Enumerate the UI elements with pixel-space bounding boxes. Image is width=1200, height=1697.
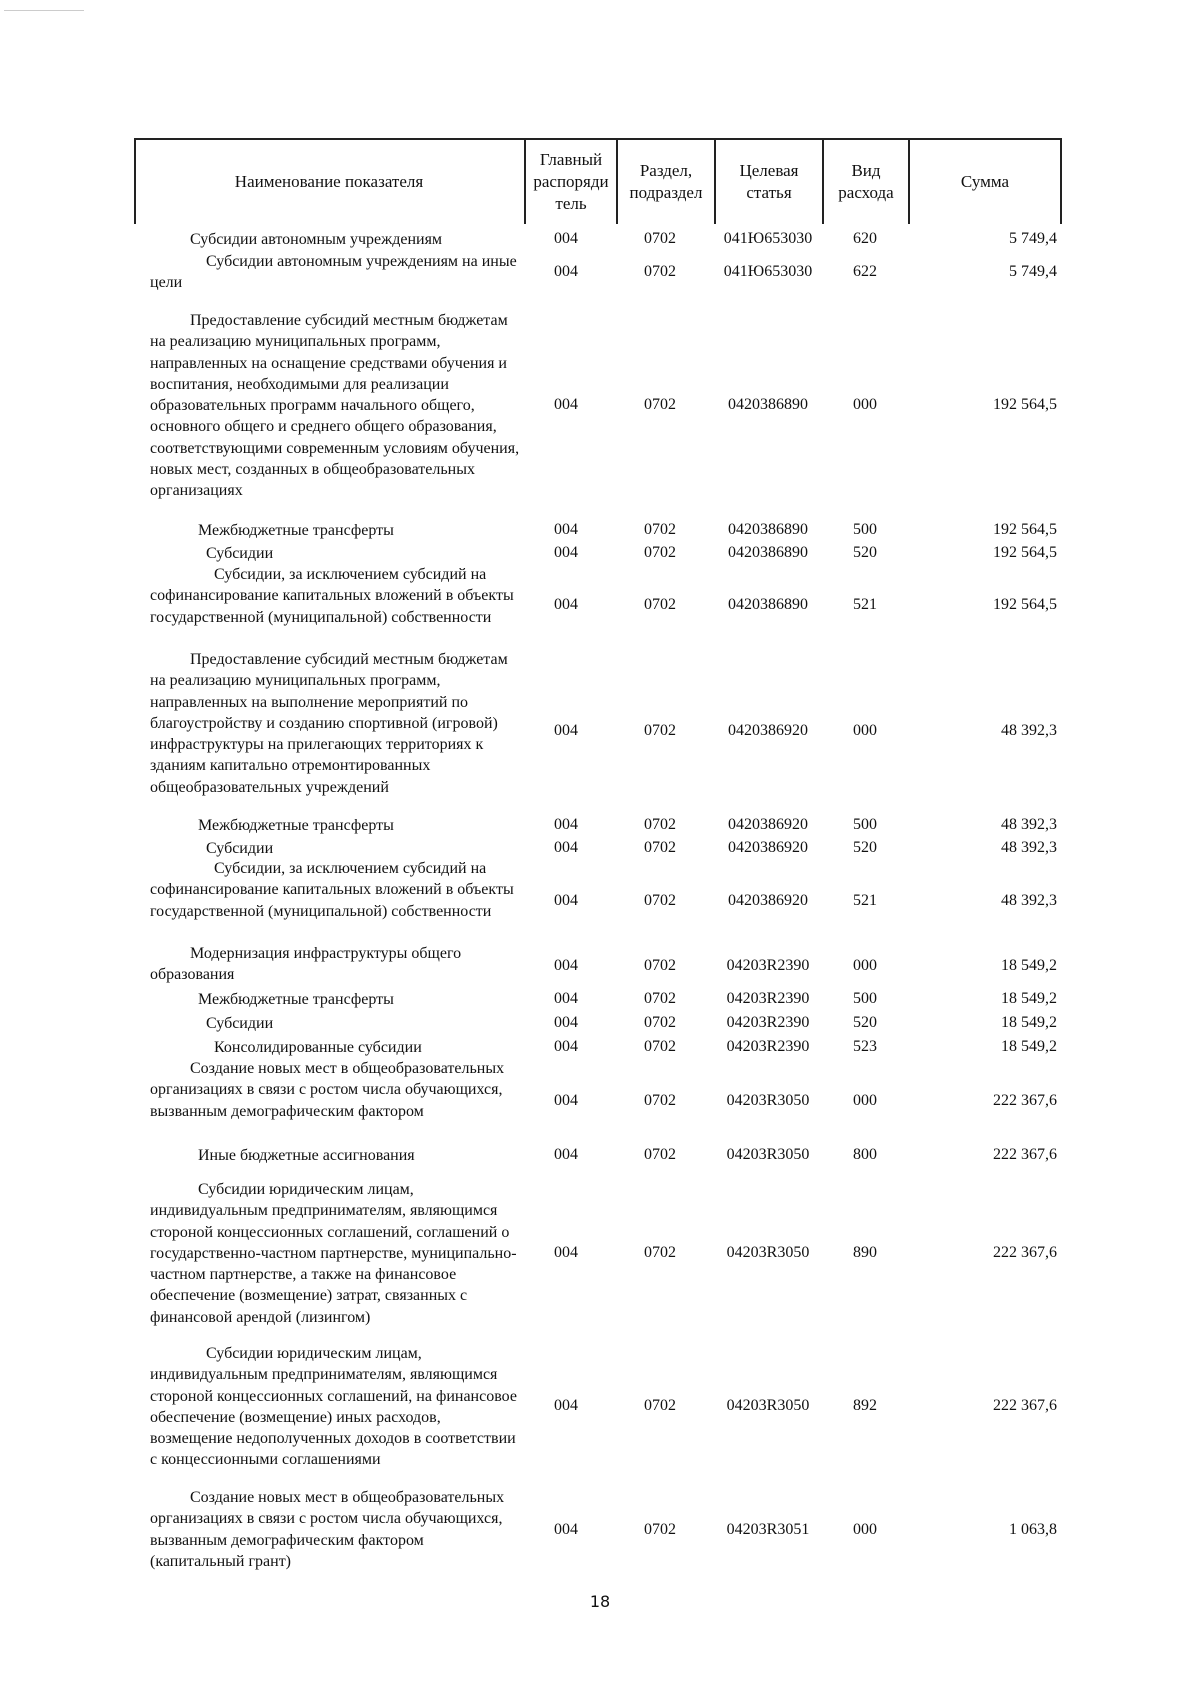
row-celevaya: 04203R3050 <box>726 1397 810 1414</box>
row-glavny: 004 <box>554 596 578 613</box>
row-vid: 000 <box>853 722 877 739</box>
row-glavny: 004 <box>554 839 578 856</box>
header-glavny: Главный распоряди тель <box>533 150 609 213</box>
row-vid: 500 <box>853 521 877 538</box>
row-razdel: 0702 <box>644 263 676 280</box>
row-celevaya: 0420386920 <box>728 892 808 909</box>
row-name: Межбюджетные трансферты <box>198 991 394 1008</box>
row-glavny: 004 <box>554 1092 578 1109</box>
row-glavny: 004 <box>554 544 578 561</box>
row-vid: 000 <box>853 957 877 974</box>
row-glavny: 004 <box>554 1038 578 1055</box>
row-glavny: 004 <box>554 892 578 909</box>
row-celevaya: 04203R2390 <box>726 1038 810 1055</box>
row-glavny: 004 <box>554 816 578 833</box>
row-summa: 18 549,2 <box>1001 1014 1057 1031</box>
row-celevaya: 0420386890 <box>728 521 808 538</box>
scan-artifact <box>4 10 84 11</box>
row-summa: 222 367,6 <box>993 1244 1057 1261</box>
row-summa: 5 749,4 <box>1009 230 1057 247</box>
header-name: Наименование показателя <box>234 172 424 191</box>
row-name: Консолидированные субсидии <box>214 1039 422 1056</box>
row-vid: 620 <box>853 230 877 247</box>
row-razdel: 0702 <box>644 544 676 561</box>
row-celevaya: 04203R2390 <box>726 990 810 1007</box>
row-vid: 000 <box>853 396 877 413</box>
row-razdel: 0702 <box>644 1014 676 1031</box>
row-summa: 192 564,5 <box>993 544 1057 561</box>
row-razdel: 0702 <box>644 1146 676 1163</box>
row-vid: 500 <box>853 816 877 833</box>
row-vid: 500 <box>853 990 877 1007</box>
row-name: Межбюджетные трансферты <box>198 522 394 539</box>
row-glavny: 004 <box>554 1244 578 1261</box>
row-summa: 5 749,4 <box>1009 263 1057 280</box>
row-summa: 18 549,2 <box>1001 1038 1057 1055</box>
row-razdel: 0702 <box>644 839 676 856</box>
row-celevaya: 04203R3050 <box>726 1244 810 1261</box>
row-vid: 520 <box>853 1014 877 1031</box>
row-razdel: 0702 <box>644 1397 676 1414</box>
row-summa: 192 564,5 <box>993 521 1057 538</box>
row-summa: 18 549,2 <box>1001 990 1057 1007</box>
row-celevaya: 04203R3050 <box>726 1146 810 1163</box>
row-glavny: 004 <box>554 1014 578 1031</box>
row-name: Субсидии <box>206 840 274 857</box>
row-vid: 892 <box>853 1397 877 1414</box>
row-summa: 48 392,3 <box>1001 816 1057 833</box>
header-border-right <box>1060 140 1062 224</box>
row-name: Субсидии <box>206 1015 274 1032</box>
table-header <box>134 138 1062 224</box>
row-glavny: 004 <box>554 263 578 280</box>
row-glavny: 004 <box>554 1397 578 1414</box>
row-vid: 000 <box>853 1521 877 1538</box>
row-vid: 890 <box>853 1244 877 1261</box>
row-glavny: 004 <box>554 396 578 413</box>
row-razdel: 0702 <box>644 892 676 909</box>
row-glavny: 004 <box>554 722 578 739</box>
row-celevaya: 04203R3050 <box>726 1092 810 1109</box>
row-name: Субсидии, за исключением субсидий на софинансирование капитальных вложений в объекты государственной (муниципальной) собственности <box>150 860 514 920</box>
row-vid: 622 <box>853 263 877 280</box>
header-summa: Сумма <box>960 172 1010 191</box>
row-celevaya: 0420386920 <box>728 816 808 833</box>
row-summa: 48 392,3 <box>1001 892 1057 909</box>
row-razdel: 0702 <box>644 816 676 833</box>
row-summa: 192 564,5 <box>993 596 1057 613</box>
row-name: Субсидии, за исключением субсидий на софинансирование капитальных вложений в объекты государственной (муниципальной) собственности <box>150 566 514 626</box>
row-vid: 523 <box>853 1038 877 1055</box>
row-vid: 800 <box>853 1146 877 1163</box>
row-razdel: 0702 <box>644 990 676 1007</box>
row-glavny: 004 <box>554 521 578 538</box>
row-celevaya: 04203R2390 <box>726 1014 810 1031</box>
row-name: Предоставление субсидий местным бюджетам на реализацию муниципальных программ, направленных на выполнение мероприятий по благоустройству и созданию спортивной (игровой) инфраструктуры на прилегающих территориях к зданиям капитально отремонтированных общеобразовательных учреждений <box>150 651 508 796</box>
row-name: Субсидии юридическим лицам, индивидуальным предпринимателям, являющимся стороной концессионных соглашений, соглашений о государственно-частном партнерстве, муниципально-частном партнерстве, а также на финансовое обеспечение (возмещение) затрат, связанных с финансовой арендой (лизингом) <box>150 1181 517 1326</box>
row-summa: 222 367,6 <box>993 1397 1057 1414</box>
row-name: Межбюджетные трансферты <box>198 817 394 834</box>
row-name: Субсидии юридическим лицам, индивидуальным предпринимателям, являющимся стороной концессионных соглашений, на финансовое обеспечение (возмещение) иных расходов, возмещение недополученных доходов в соответствии с концессионными соглашениями <box>150 1345 517 1469</box>
row-razdel: 0702 <box>644 230 676 247</box>
row-razdel: 0702 <box>644 1092 676 1109</box>
row-glavny: 004 <box>554 1521 578 1538</box>
row-name: Предоставление субсидий местным бюджетам на реализацию муниципальных программ, направленных на оснащение средствами обучения и воспитания, необходимыми для реализации образовательных программ начального общего, основного общего и среднего общего образования, соответствующими современным условиям обучения, новых мест, созданных в общеобразовательных организациях <box>150 312 520 500</box>
row-name: Модернизация инфраструктуры общего образования <box>150 945 462 984</box>
row-glavny: 004 <box>554 1146 578 1163</box>
row-celevaya: 0420386920 <box>728 722 808 739</box>
row-razdel: 0702 <box>644 957 676 974</box>
header-celevaya: Целевая статья <box>739 161 799 202</box>
row-summa: 222 367,6 <box>993 1146 1057 1163</box>
page-number: 18 <box>589 1592 611 1611</box>
row-celevaya: 04203R2390 <box>726 957 810 974</box>
row-vid: 520 <box>853 839 877 856</box>
row-celevaya: 0420386890 <box>728 544 808 561</box>
row-glavny: 004 <box>554 230 578 247</box>
row-razdel: 0702 <box>644 1038 676 1055</box>
row-razdel: 0702 <box>644 521 676 538</box>
header-vid: Вид расхода <box>838 161 894 202</box>
row-vid: 521 <box>853 596 877 613</box>
row-summa: 192 564,5 <box>993 396 1057 413</box>
row-summa: 48 392,3 <box>1001 722 1057 739</box>
row-vid: 520 <box>853 544 877 561</box>
row-glavny: 004 <box>554 957 578 974</box>
row-summa: 222 367,6 <box>993 1092 1057 1109</box>
row-name: Иные бюджетные ассигнования <box>198 1147 415 1164</box>
header-razdel: Раздел, подраздел <box>629 161 703 202</box>
row-celevaya: 041Ю653030 <box>723 263 813 280</box>
row-razdel: 0702 <box>644 396 676 413</box>
row-celevaya: 041Ю653030 <box>723 230 813 247</box>
row-razdel: 0702 <box>644 722 676 739</box>
row-name: Субсидии автономным учреждениям на иные цели <box>150 253 517 292</box>
row-glavny: 004 <box>554 990 578 1007</box>
row-summa: 18 549,2 <box>1001 957 1057 974</box>
row-vid: 000 <box>853 1092 877 1109</box>
row-vid: 521 <box>853 892 877 909</box>
row-celevaya: 0420386890 <box>728 596 808 613</box>
row-name: Создание новых мест в общеобразовательных организациях в связи с ростом числа обучающихся, вызванным демографическим фактором (капитальный грант) <box>150 1489 505 1570</box>
row-summa: 48 392,3 <box>1001 839 1057 856</box>
row-name: Субсидии автономным учреждениям <box>190 231 443 248</box>
row-celevaya: 0420386920 <box>728 839 808 856</box>
row-name: Создание новых мест в общеобразовательных организациях в связи с ростом числа обучающихся, вызванным демографическим фактором <box>150 1060 505 1120</box>
row-razdel: 0702 <box>644 1521 676 1538</box>
row-razdel: 0702 <box>644 1244 676 1261</box>
row-celevaya: 0420386890 <box>728 396 808 413</box>
row-celevaya: 04203R3051 <box>726 1521 810 1538</box>
row-summa: 1 063,8 <box>1009 1521 1057 1538</box>
row-razdel: 0702 <box>644 596 676 613</box>
row-name: Субсидии <box>206 545 274 562</box>
